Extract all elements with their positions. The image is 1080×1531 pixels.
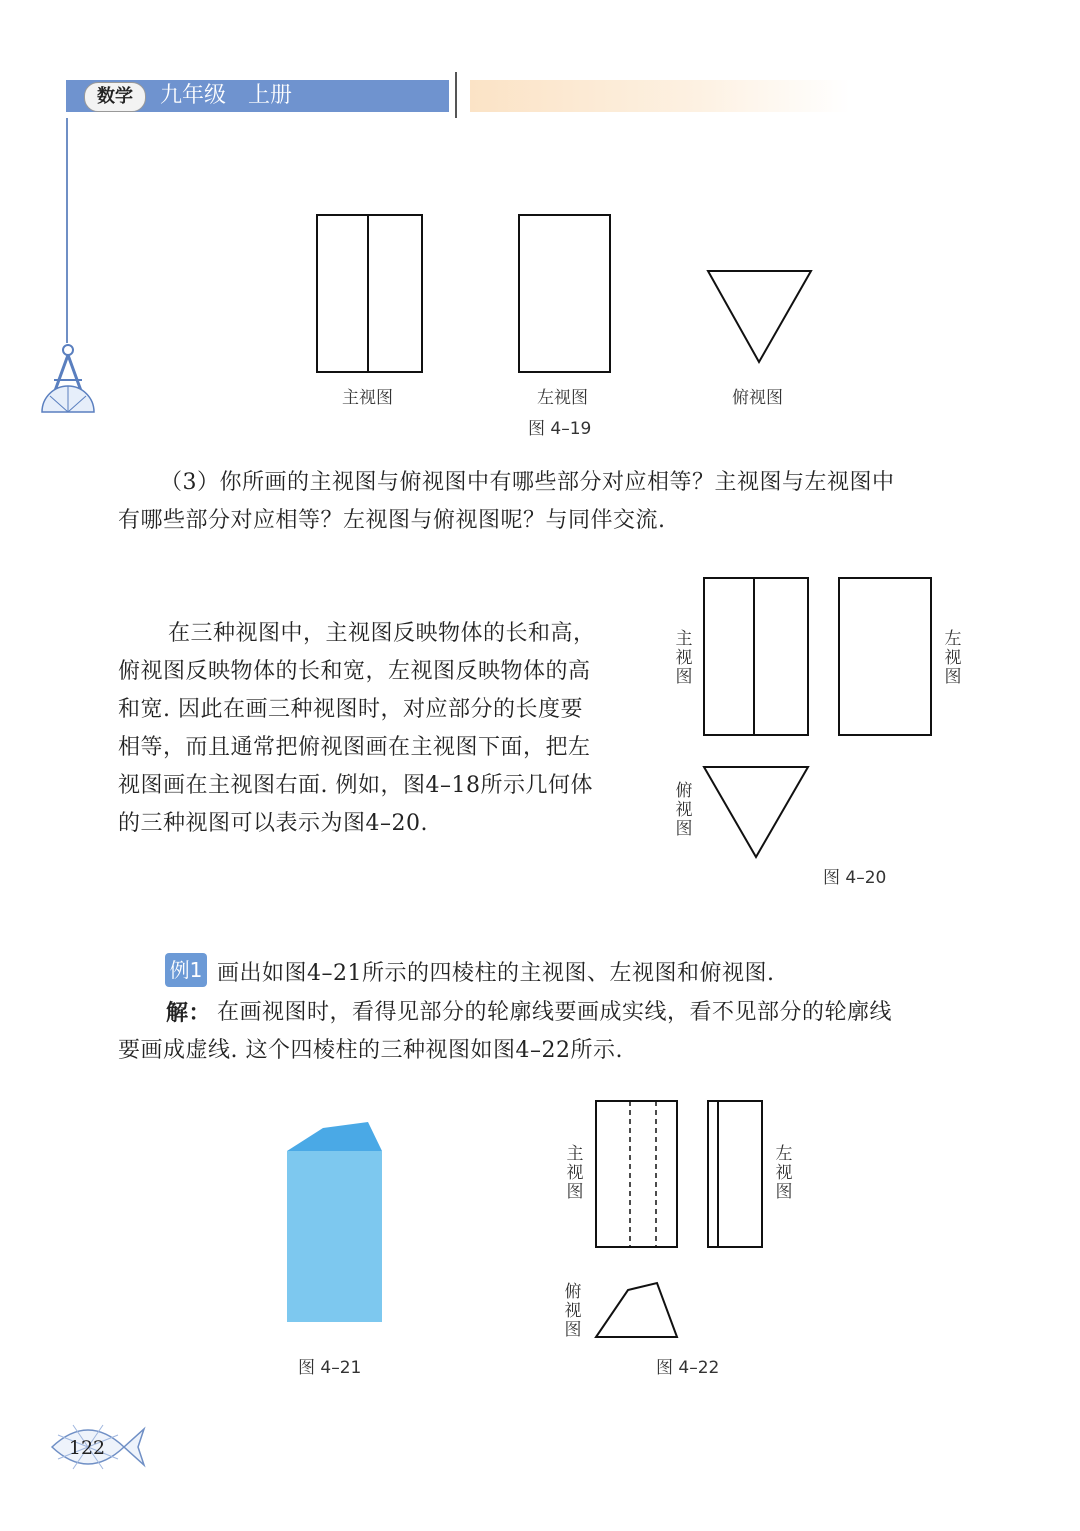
compass-protractor-icon	[38, 340, 98, 415]
prism-top-face	[287, 1122, 382, 1151]
explanation-line5: 视图画在主视图右面. 例如，图4–18所示几何体	[118, 773, 593, 798]
explanation-line3: 和宽. 因此在画三种视图时，对应部分的长度要	[118, 697, 583, 722]
fig19-front-view	[317, 215, 422, 372]
solution-line2: 要画成虚线. 这个四棱柱的三种视图如图4–22所示.	[118, 1038, 623, 1063]
fig20-caption: 图 4–20	[823, 868, 887, 888]
fig19-left-label: 左视图	[537, 388, 588, 408]
prism-front-face	[287, 1151, 382, 1322]
explanation-line4: 相等，而且通常把俯视图画在主视图下面，把左	[118, 735, 591, 760]
fig22-left-label: 左视图	[775, 1144, 793, 1202]
subject-logo: 数学	[84, 82, 146, 112]
fig19-top-view	[708, 271, 811, 362]
fig19-front-label: 主视图	[342, 388, 393, 408]
fig22-top-view	[596, 1283, 677, 1337]
fig22-left-view	[708, 1101, 762, 1247]
fig19-left-view	[519, 215, 610, 372]
fig19-top-label: 俯视图	[732, 388, 783, 408]
question3-line2: 有哪些部分对应相等？左视图与俯视图呢？与同伴交流.	[118, 508, 666, 533]
question3-line1: （3）你所画的主视图与俯视图中有哪些部分对应相等？主视图与左视图中	[160, 470, 895, 495]
header-gradient	[470, 80, 850, 112]
fig22-front-view	[596, 1101, 677, 1247]
fig20-top-view	[704, 767, 808, 857]
solution-label: 解：	[166, 1000, 212, 1026]
fig20-left-view	[839, 578, 931, 735]
figure-4-21	[280, 1110, 390, 1330]
fig20-front-label: 主视图	[675, 629, 693, 687]
fig20-left-label: 左视图	[944, 629, 962, 687]
fig22-caption: 图 4–22	[656, 1358, 720, 1378]
solution-line1: 在画视图时，看得见部分的轮廓线要画成实线，看不见部分的轮廓线	[217, 1000, 893, 1025]
figure-4-19	[300, 205, 830, 375]
explanation-line1: 在三种视图中，主视图反映物体的长和高，	[168, 621, 596, 646]
fig22-top-label: 俯视图	[564, 1282, 582, 1340]
fig21-caption: 图 4–21	[298, 1358, 362, 1378]
fig22-front-label: 主视图	[566, 1144, 584, 1202]
example1-problem: 画出如图4–21所示的四棱柱的主视图、左视图和俯视图.	[217, 961, 775, 986]
fig20-top-label: 俯视图	[675, 781, 693, 839]
figure-4-22	[590, 1095, 770, 1345]
fig20-front-view	[704, 578, 808, 735]
margin-line	[66, 118, 68, 343]
figure-4-20	[695, 570, 945, 865]
example-badge: 例1	[165, 953, 207, 987]
explanation-line6: 的三种视图可以表示为图4–20.	[118, 811, 428, 836]
fig19-caption: 图 4–19	[528, 419, 592, 439]
grade-title: 九年级 上册	[160, 83, 293, 108]
page-number: 122	[68, 1437, 106, 1459]
header-separator	[455, 72, 457, 118]
explanation-line2: 俯视图反映物体的长和宽，左视图反映物体的高	[118, 659, 591, 684]
